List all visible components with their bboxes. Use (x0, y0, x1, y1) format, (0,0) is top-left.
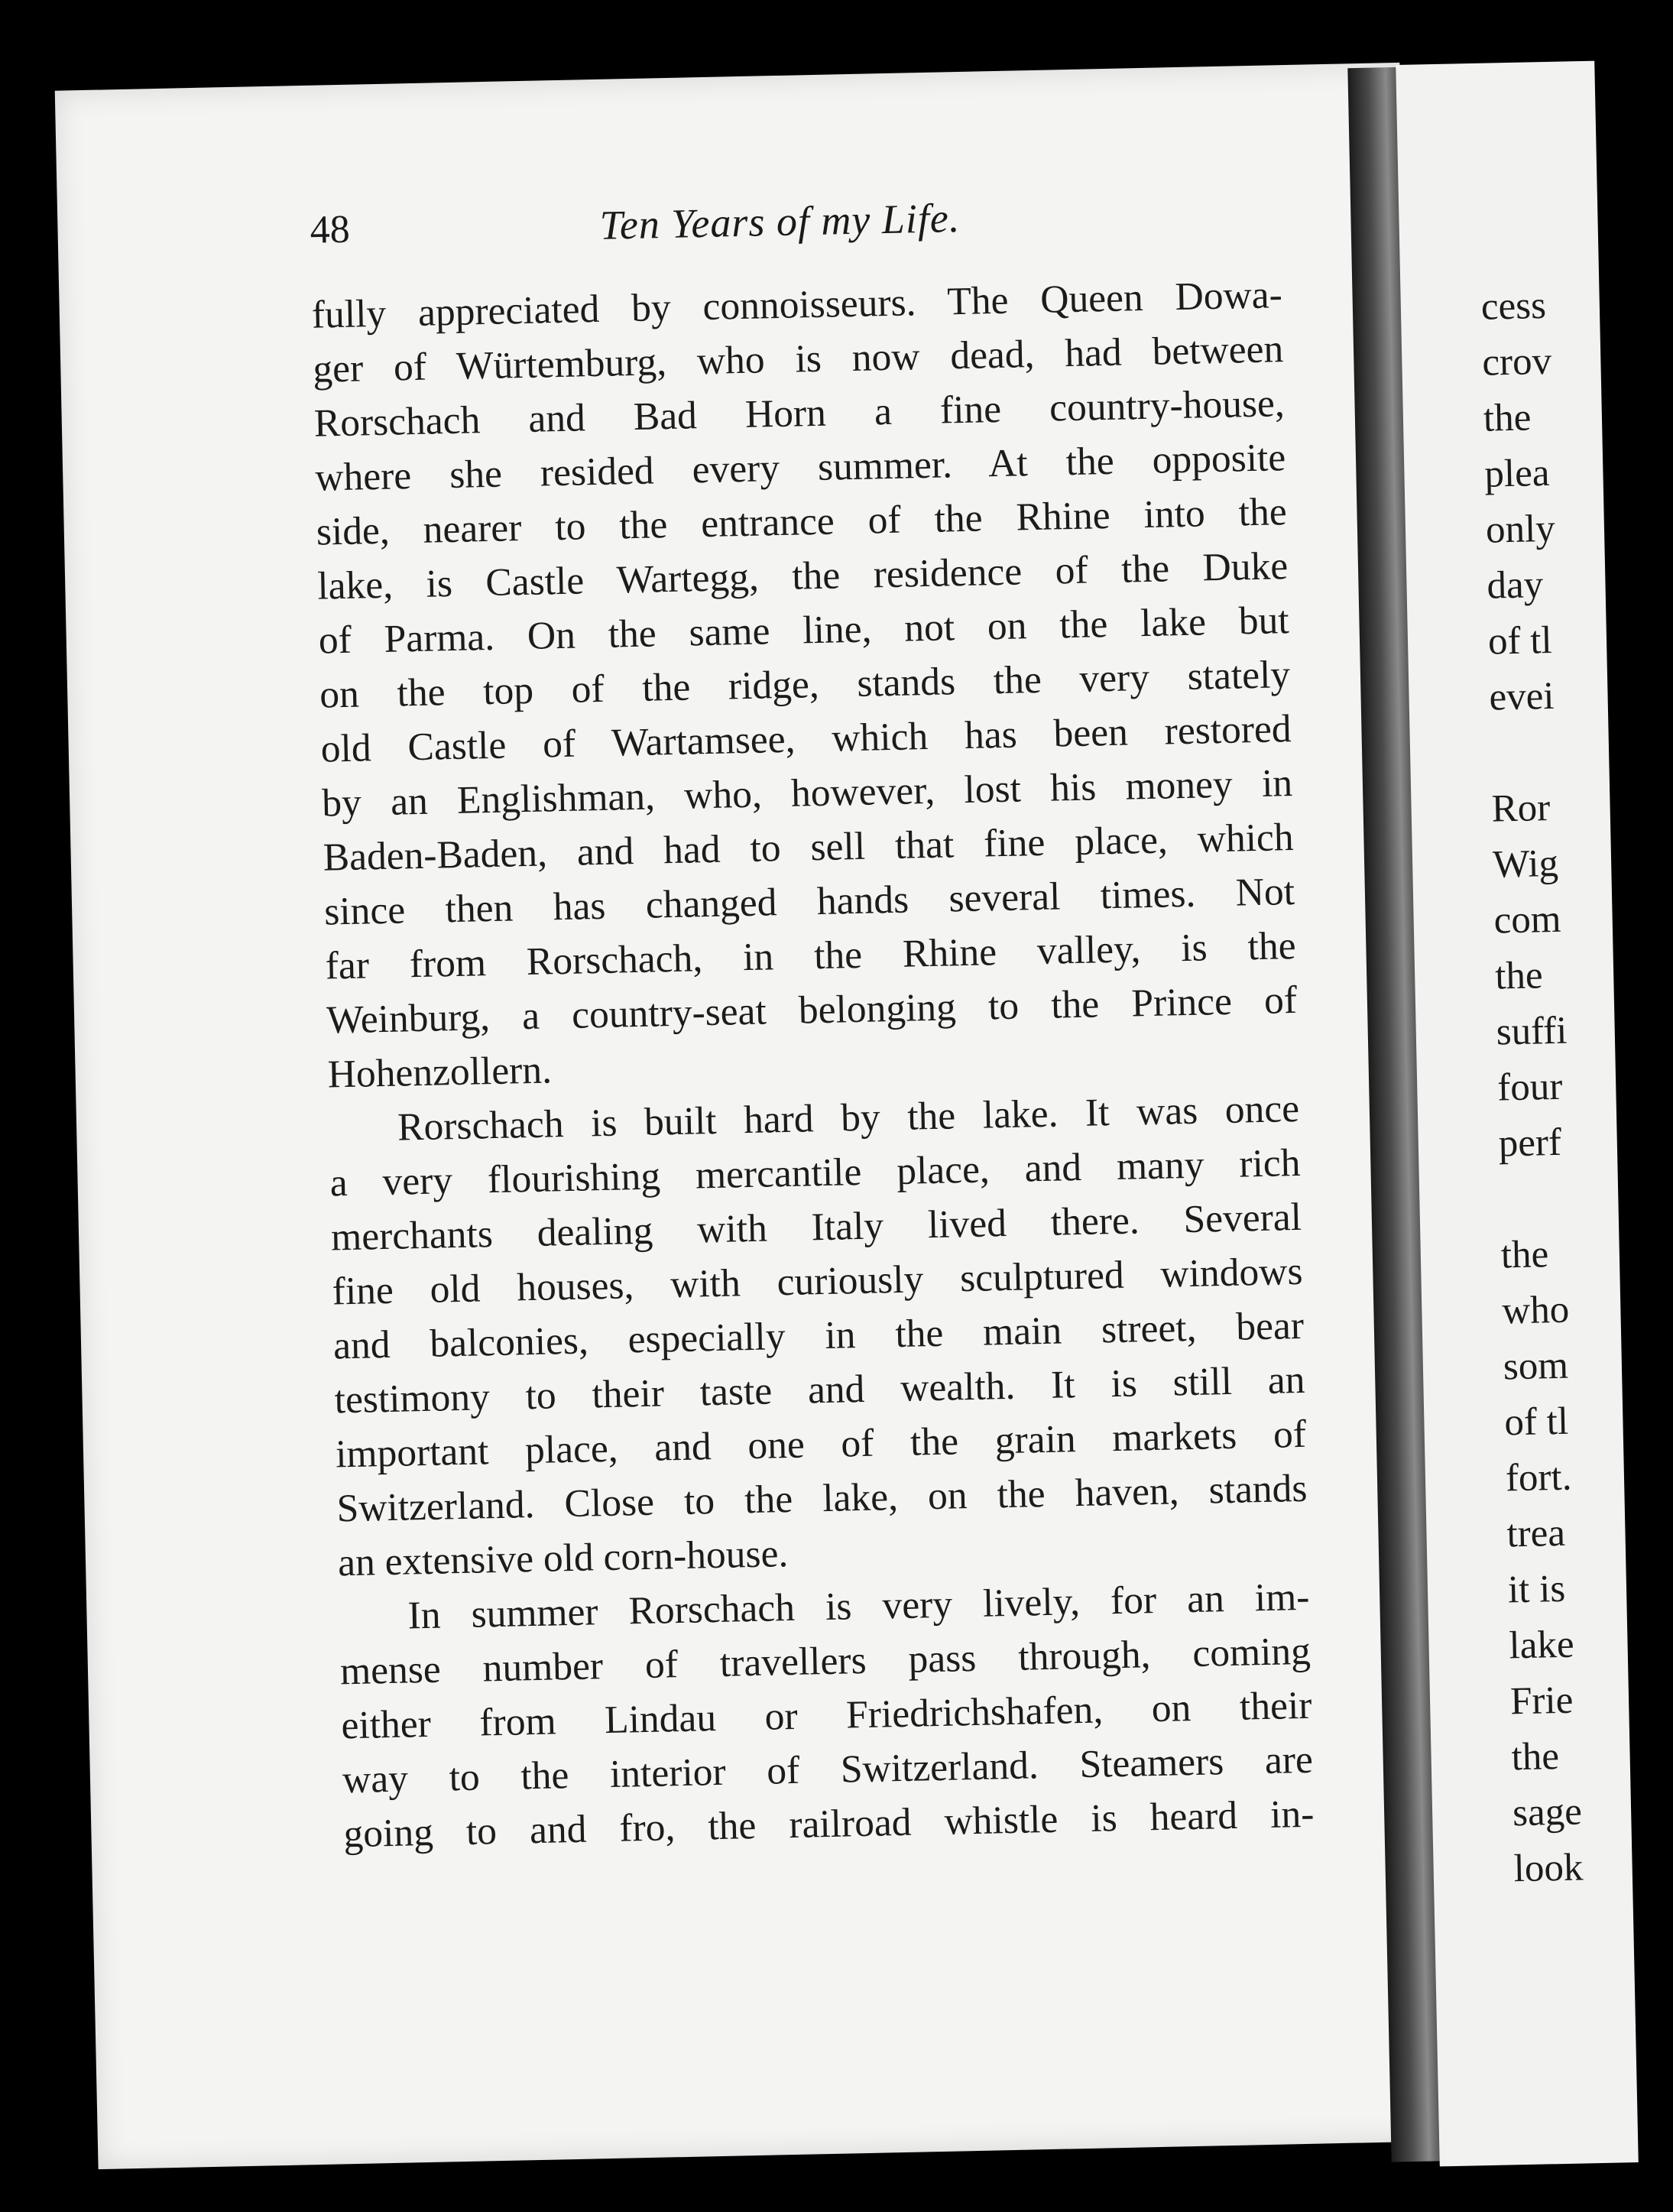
running-title: Ten Years of my Life. (599, 194, 961, 248)
text-fragment: of tl (1487, 618, 1553, 663)
text-fragment: suffi (1496, 1009, 1568, 1054)
text-line: Weinburg, a country-seat belonging to the Prince of (326, 978, 1298, 1043)
text-fragment: com (1493, 897, 1562, 942)
text-line: Switzerland. Close to the lake, on the haven, stands (336, 1466, 1308, 1531)
text-fragment: look (1513, 1846, 1584, 1891)
text-line: fine old houses, with curiously sculptured windows (332, 1249, 1304, 1314)
text-line: and balconies, especially in the main street, bear (332, 1303, 1305, 1368)
text-fragment: lake (1508, 1623, 1575, 1668)
text-fragment: Ror (1491, 787, 1551, 831)
text-fragment: the (1500, 1233, 1549, 1277)
text-line: merchants dealing with Italy lived there. Several (330, 1195, 1302, 1260)
page-header (310, 188, 1250, 261)
page-number: 48 (310, 207, 351, 252)
text-fragment: of tl (1503, 1400, 1569, 1445)
text-line: either from Lindau or Friedrichshafen, on their (340, 1683, 1312, 1748)
text-fragment: perf (1498, 1121, 1562, 1166)
text-fragment: the (1511, 1735, 1560, 1779)
text-line: way to the interior of Switzerland. Steamers are (342, 1737, 1314, 1802)
right-page-text (1480, 277, 1667, 1898)
text-line: Rorschach is built hard by the lake. It was once (397, 1086, 1300, 1150)
text-fragment: trea (1506, 1511, 1566, 1556)
text-line: ger of Würtemburg, who is now dead, had between (312, 327, 1284, 391)
text-fragment: fort. (1505, 1455, 1572, 1500)
text-fragment: cess (1480, 284, 1547, 329)
text-line: on the top of the ridge, stands the very stately (319, 653, 1291, 717)
text-line: In summer Rorschach is very lively, for an im- (407, 1575, 1310, 1638)
text-fragment: the (1494, 954, 1544, 998)
text-line: Baden-Baden, and had to sell that fine place, which (323, 816, 1295, 880)
text-line: where she resided every summer. At the opposite (314, 436, 1286, 500)
text-line: a very flourishing mercantile place, and many rich (329, 1140, 1302, 1205)
text-line: side, nearer to the entrance of the Rhine into the (316, 490, 1288, 554)
text-line: an extensive old corn-house. (337, 1532, 789, 1585)
text-line: Rorschach and Bad Horn a fine country-house, (313, 381, 1286, 446)
text-fragment: Frie (1509, 1678, 1574, 1724)
body-text (311, 268, 1315, 1861)
text-fragment: it is (1507, 1567, 1566, 1612)
text-fragment: sage (1512, 1790, 1583, 1835)
left-page (55, 63, 1444, 2169)
text-fragment: who (1501, 1288, 1570, 1333)
text-fragment: Wig (1492, 842, 1559, 887)
text-fragment: plea (1483, 451, 1550, 496)
text-line: fully appreciated by connoisseurs. The Queen Dowa- (311, 273, 1283, 337)
text-fragment: four (1496, 1065, 1563, 1110)
text-line: lake, is Castle Wartegg, the residence of the Duke (316, 544, 1289, 608)
paragraph-gap (1500, 1169, 1653, 1228)
text-line: since then has changed hands several times. Not (323, 869, 1295, 934)
text-line: by an Englishman, who, however, lost his money in (321, 761, 1293, 825)
text-fragment: the (1483, 396, 1532, 440)
text-fragment: evei (1489, 674, 1555, 719)
text-fragment: only (1485, 507, 1556, 552)
text-fragment: day (1486, 563, 1544, 608)
text-fragment: som (1503, 1344, 1569, 1389)
text-line: testimony to their taste and wealth. It is still an (334, 1357, 1305, 1422)
text-line: going to and fro, the railroad whistle is heard in- (342, 1792, 1315, 1857)
text-line: far from Rorschach, in the Rhine valley, is the (325, 923, 1297, 988)
text-line: old Castle of Wartamsee, which has been restored (320, 707, 1292, 771)
text-line: Hohenzollern. (327, 1048, 553, 1097)
text-line: important place, and one of the grain markets of (335, 1412, 1307, 1477)
paragraph-gap (1490, 722, 1643, 781)
text-line: of Parma. On the same line, not on the lake but (318, 598, 1290, 663)
text-line: mense number of travellers pass through, coming (339, 1629, 1311, 1694)
text-fragment: crov (1481, 339, 1552, 384)
